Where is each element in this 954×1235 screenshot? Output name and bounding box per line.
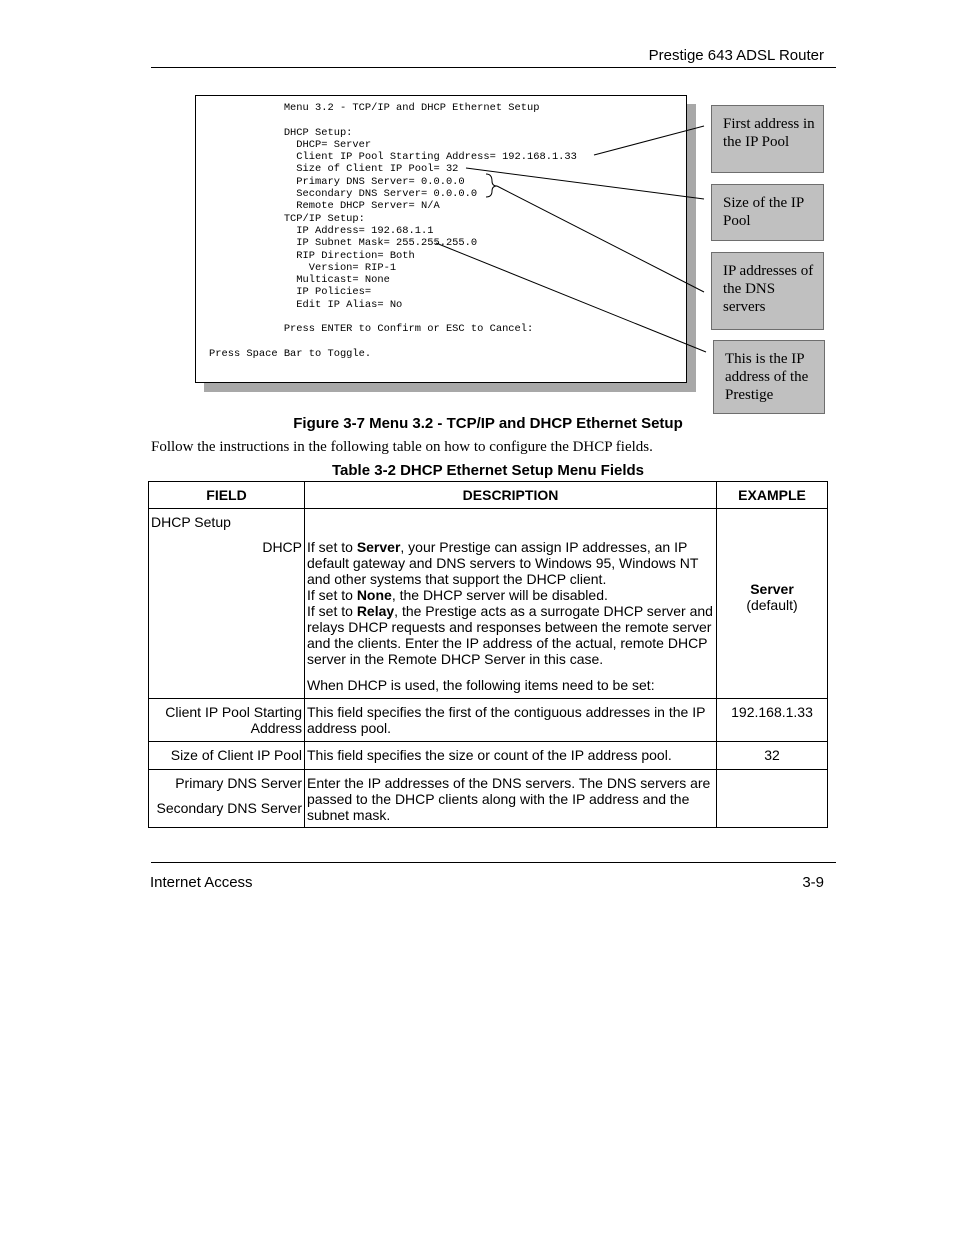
- example-cell: [717, 770, 828, 828]
- footer-rule: [151, 862, 836, 863]
- table-row: [149, 770, 828, 828]
- table-row: [149, 509, 828, 699]
- field-cell: [149, 509, 305, 699]
- header-description: DESCRIPTION: [305, 482, 717, 509]
- dhcp-example-value: Server: [750, 580, 794, 597]
- callout-prestige-ip: This is the IP address of the Prestige: [713, 340, 825, 414]
- callout-pool-size: Size of the IP Pool: [711, 184, 824, 241]
- field-cell: [149, 770, 305, 828]
- table-header-row: [149, 482, 828, 509]
- figure-caption: Figure 3-7 Menu 3.2 - TCP/IP and DHCP Ethernet Setup: [293, 415, 683, 432]
- dhcp-field-label: DHCP: [262, 539, 302, 555]
- header-field: FIELD: [149, 482, 305, 509]
- header-rule: [151, 67, 836, 68]
- example-cell: 192.168.1.33: [717, 699, 828, 742]
- description-cell: This field specifies the size or count of the IP address pool.: [305, 742, 717, 770]
- footer-section-name: Internet Access: [150, 874, 253, 891]
- dhcp-items-note: When DHCP is used, the following items need to be set:: [307, 677, 655, 693]
- dhcp-setup-label: DHCP Setup: [151, 514, 231, 530]
- dhcp-relay-desc: If set to Relay, the Prestige acts as a surrogate DHCP server and relays DHCP requests and responses between the remote server and the clients. Enter the IP address of the actual, remote DHCP server in the Remote DHCP Server in this case.: [307, 603, 713, 667]
- table-caption: Table 3-2 DHCP Ethernet Setup Menu Fields: [332, 462, 644, 479]
- terminal-screen: [195, 95, 687, 383]
- page-header-title: Prestige 643 ADSL Router: [648, 47, 824, 64]
- description-cell: This field specifies the first of the contiguous addresses in the IP address pool.: [305, 699, 717, 742]
- table-row: [149, 699, 828, 742]
- dhcp-example-note: (default): [746, 596, 798, 613]
- callout-first-address: First address in the IP Pool: [711, 105, 824, 173]
- example-cell: [717, 509, 828, 699]
- description-cell: Enter the IP addresses of the DNS servers. The DNS servers are passed to the DHCP clients along with the IP address and the subnet mask.: [305, 770, 717, 828]
- dhcp-server-desc: If set to Server, your Prestige can assign IP addresses, an IP default gateway and DNS servers to Windows 95, Windows NT and other systems that support the DHCP client.: [307, 539, 699, 587]
- field-cell: Size of Client IP Pool: [149, 742, 305, 770]
- example-cell: 32: [717, 742, 828, 770]
- terminal-text: Menu 3.2 - TCP/IP and DHCP Ethernet Setup DHCP Setup: DHCP= Server Client IP Pool Starting Address= 192.168.1.33 Size of Client IP Pool= 32 Primary DNS Server= 0.0.0.0 Secondary DNS Server= 0.0.0.0 Remote DHCP Server= N/A TCP/IP Setup: IP Address= 192.68.1.1 IP Subnet Mask= 255.255.255.0 RIP Direction= Both Version= RIP-1 Multicast= None IP Policies= Edit IP Alias= No Press ENTER to Confirm or ESC to Cancel: Press Space Bar to Toggle.: [209, 102, 577, 360]
- header-example: EXAMPLE: [717, 482, 828, 509]
- field-cell: Client IP Pool Starting Address: [149, 699, 305, 742]
- intro-paragraph: Follow the instructions in the following table on how to configure the DHCP fields.: [151, 439, 653, 455]
- secondary-dns-label: Secondary DNS Server: [156, 800, 302, 816]
- table-row: [149, 742, 828, 770]
- primary-dns-label: Primary DNS Server: [175, 775, 302, 791]
- callout-dns-servers: IP addresses of the DNS servers: [711, 252, 824, 330]
- dhcp-fields-table: [148, 481, 828, 828]
- footer-page-number: 3-9: [802, 874, 824, 891]
- dhcp-none-desc: If set to None, the DHCP server will be disabled.: [307, 587, 608, 603]
- description-cell: [305, 509, 717, 699]
